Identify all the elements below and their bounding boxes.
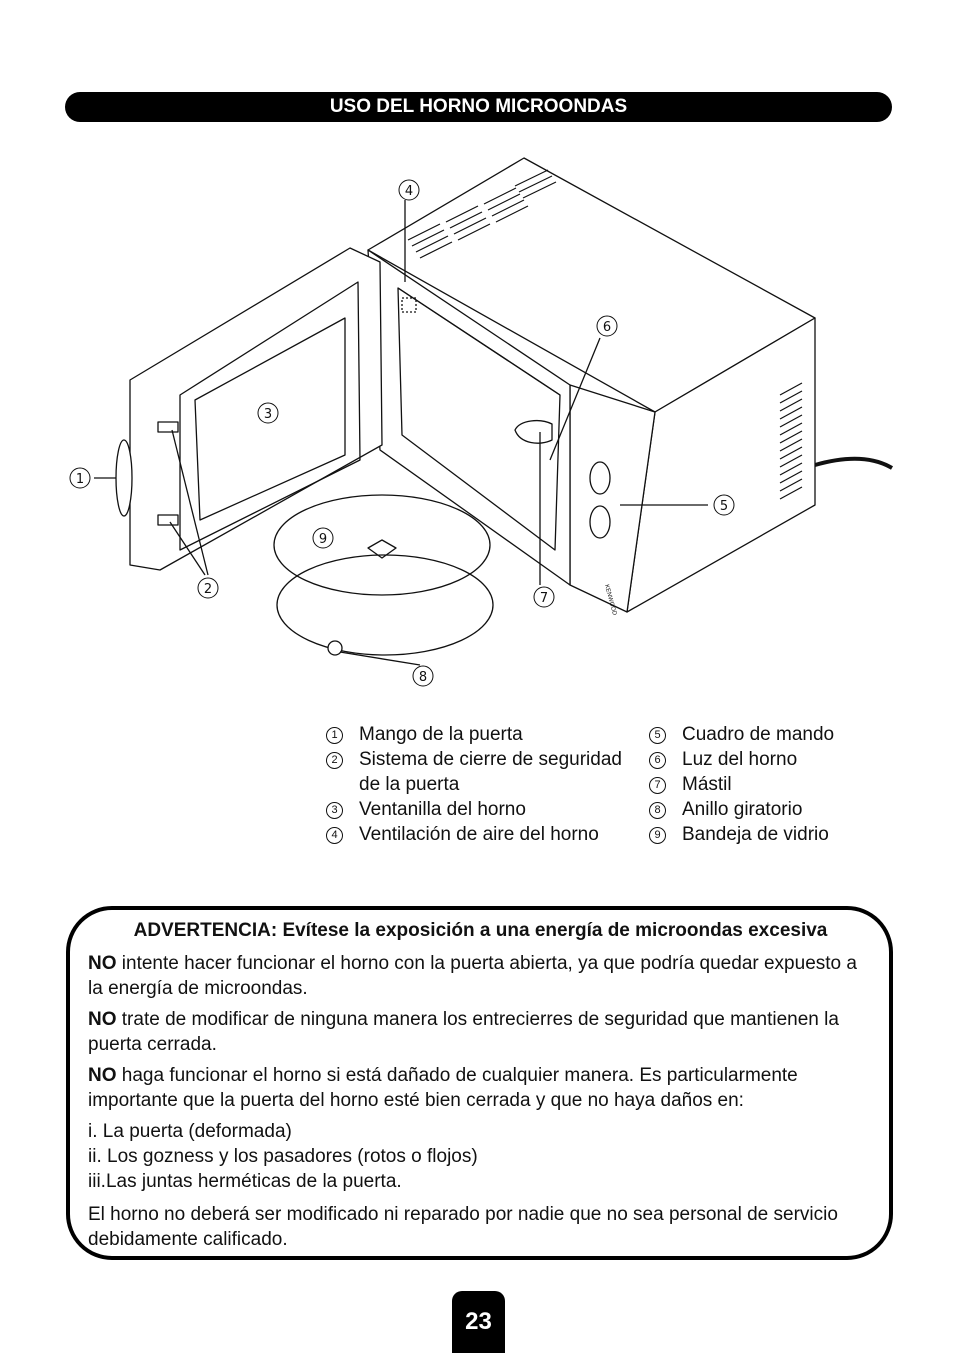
legend-number: 8 [649, 802, 666, 819]
legend-number: 2 [326, 752, 343, 769]
legend-item [326, 822, 626, 847]
warning-paragraph [88, 951, 873, 1001]
warning-text: trate de modificar de ninguna manera los entrecierres de seguridad que mantienen la puerta cerrada. [88, 1009, 839, 1055]
glass-tray [274, 495, 490, 595]
warning-no: NO [88, 1009, 117, 1030]
legend-text: Bandeja de vidrio [682, 824, 829, 845]
callout-2: 2 [203, 582, 213, 597]
callout-9: 9 [318, 532, 328, 547]
warning-box [66, 906, 893, 1260]
microwave-diagram [0, 140, 954, 700]
door-handle [116, 440, 132, 516]
legend-right [649, 722, 909, 847]
legend-number: 1 [326, 727, 343, 744]
legend-number: 5 [649, 727, 666, 744]
list-item: iii.Las juntas herméticas de la puerta. [88, 1171, 402, 1192]
brand-label: KENWOOD [603, 583, 618, 617]
legend-item [326, 797, 626, 822]
warning-no: NO [88, 1065, 117, 1086]
legend-text: Mango de la puerta [359, 724, 523, 745]
legend-text: Cuadro de mando [682, 724, 835, 745]
knob-power [590, 506, 610, 538]
legend-item [649, 822, 909, 847]
legend-item [326, 722, 626, 747]
legend-item [649, 747, 909, 772]
warning-content [88, 918, 873, 1258]
power-cord [815, 459, 892, 468]
legend-text: Ventilación de aire del horno [359, 824, 599, 845]
legend-text: Anillo giratorio [682, 799, 803, 820]
callout-7: 7 [539, 591, 549, 606]
legend-item [326, 747, 626, 797]
list-item: i. La puerta (deformada) [88, 1121, 292, 1142]
warning-text: haga funcionar el horno si está dañado de cualquier manera. Es particularmente importante que la puerta del horno esté bien cerrada y que no haya daños en: [88, 1065, 798, 1111]
legend-number: 6 [649, 752, 666, 769]
callout-5: 5 [719, 499, 729, 514]
legend-number: 7 [649, 777, 666, 794]
legend-item [649, 797, 909, 822]
legend-text: Sistema de cierre de seguridad de la puerta [359, 749, 622, 795]
legend-text: Luz del horno [682, 749, 798, 770]
legend-text: Mástil [682, 774, 732, 795]
legend-text: Ventanilla del horno [359, 799, 526, 820]
callout-6: 6 [602, 320, 612, 335]
list-item: ii. Los gozness y los pasadores (rotos o flojos) [88, 1146, 478, 1167]
warning-paragraph [88, 1007, 873, 1057]
callout-1: 1 [75, 472, 85, 487]
warning-title: ADVERTENCIA: Evítese la exposición a una energía de microondas excesiva [133, 920, 828, 941]
warning-no: NO [88, 953, 117, 974]
legend-number: 3 [326, 802, 343, 819]
warning-paragraph: El horno no deberá ser modificado ni reparado por nadie que no sea personal de servicio debidamente calificado. [88, 1204, 838, 1250]
knob-timer [590, 462, 610, 494]
callout-4: 4 [404, 184, 414, 199]
legend-number: 4 [326, 827, 343, 844]
warning-paragraph [88, 1063, 873, 1113]
legend-number: 9 [649, 827, 666, 844]
callout-8: 8 [418, 670, 428, 685]
legend-item [649, 772, 909, 797]
legend-left [326, 722, 626, 847]
legend-item [649, 722, 909, 747]
page-number: 23 [452, 1291, 505, 1353]
section-title: USO DEL HORNO MICROONDAS [65, 92, 892, 122]
callout-3: 3 [263, 407, 273, 422]
damage-list [88, 1119, 873, 1194]
warning-text: intente hacer funcionar el horno con la puerta abierta, ya que podría quedar expuesto a la energía de microondas. [88, 953, 857, 999]
